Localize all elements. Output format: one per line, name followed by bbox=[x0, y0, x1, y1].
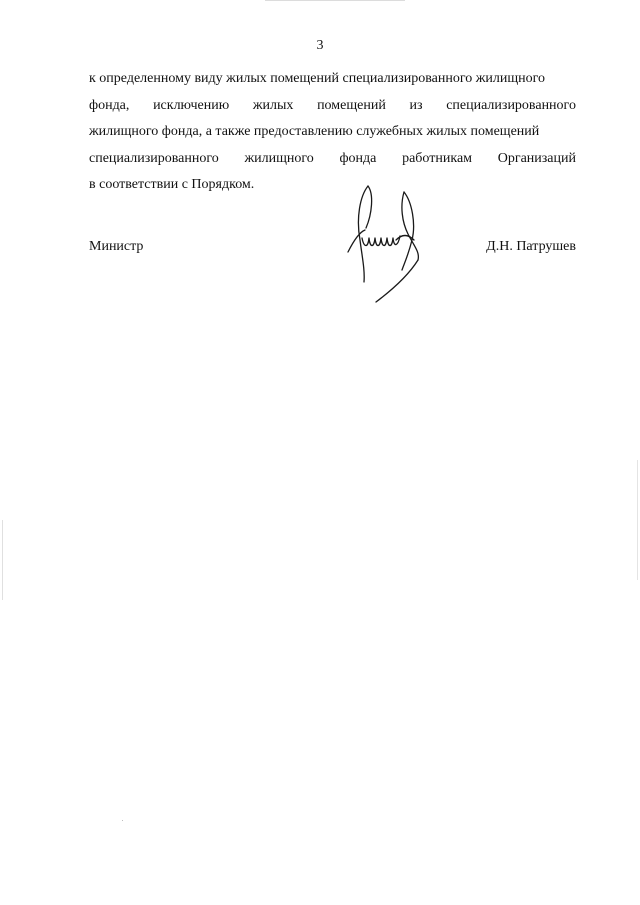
body-word: жилищного bbox=[244, 151, 314, 166]
body-line-5: в соответствии с Порядком. bbox=[89, 177, 255, 192]
body-line-3: жилищного фонда, а также предоставлению служебных жилых помещений bbox=[89, 124, 540, 139]
body-word: специализированного bbox=[89, 151, 219, 166]
page-number: 3 bbox=[316, 38, 324, 53]
handwritten-signature bbox=[338, 178, 428, 306]
scan-edge-top bbox=[265, 0, 405, 1]
scan-edge-left bbox=[2, 520, 3, 600]
scan-edge-right bbox=[637, 460, 638, 580]
signatory-title: Министр bbox=[89, 239, 144, 254]
body-line-4 bbox=[89, 150, 576, 168]
body-word: Организаций bbox=[497, 151, 576, 166]
body-word: фонда, bbox=[89, 98, 130, 113]
body-line-1: к определенному виду жилых помещений специализированного жилищного bbox=[89, 71, 546, 86]
scan-speck bbox=[122, 820, 123, 821]
body-word: специализированного bbox=[446, 98, 576, 113]
body-word: помещений bbox=[317, 98, 386, 113]
signatory-name: Д.Н. Патрушев bbox=[486, 239, 576, 254]
body-word: исключению bbox=[153, 98, 230, 113]
body-word: жилых bbox=[252, 98, 294, 113]
body-word: работникам bbox=[402, 151, 473, 166]
body-word: фонда bbox=[339, 151, 377, 166]
body-line-2 bbox=[89, 97, 576, 115]
body-word: из bbox=[409, 98, 423, 113]
